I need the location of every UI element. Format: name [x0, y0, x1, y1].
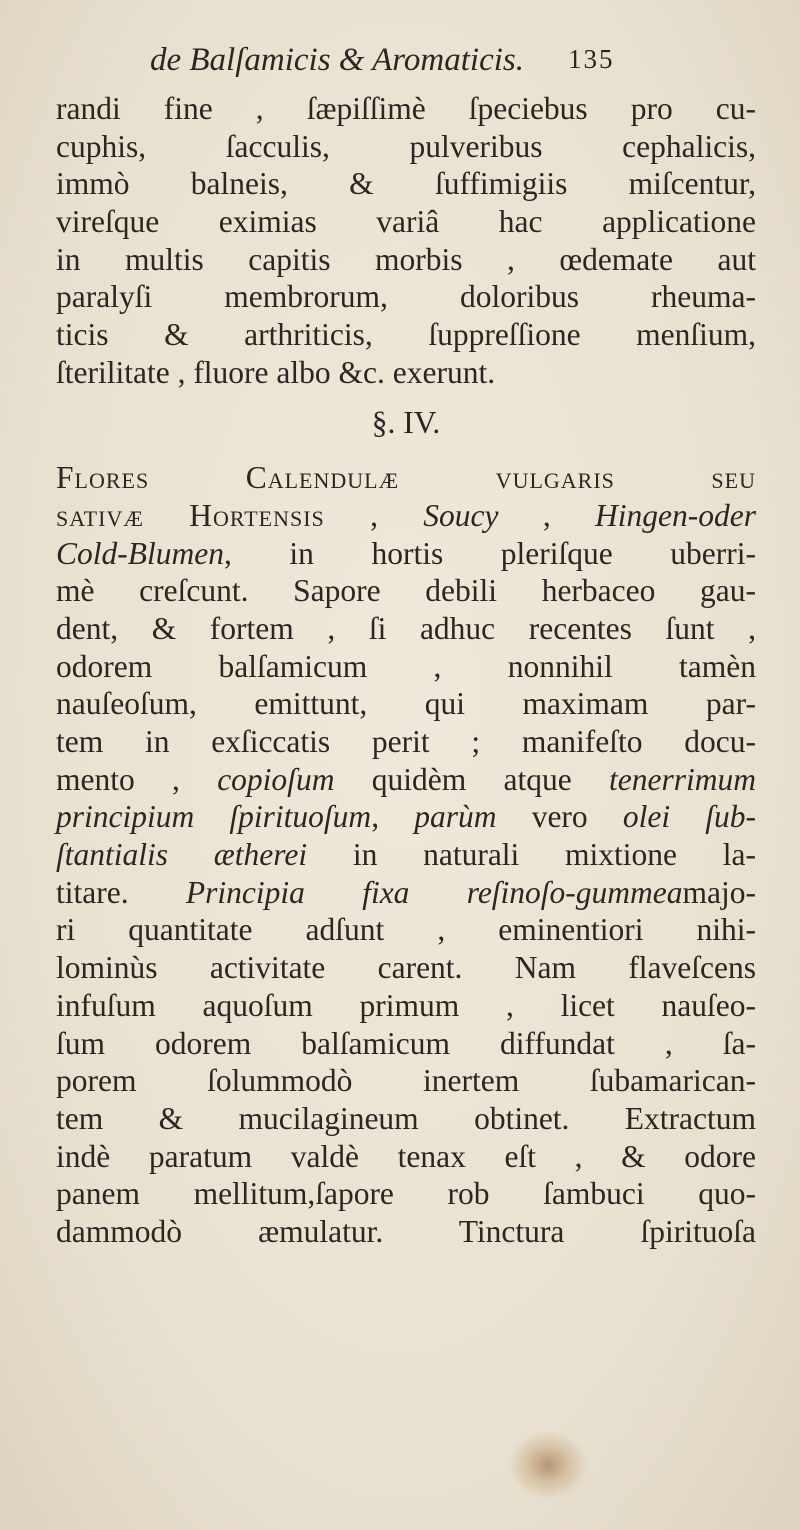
text-line: mè creſcunt. Sapore debili herbaceo gau-: [56, 573, 756, 609]
text-line: ſum odorem balſamicum diffundat , ſa-: [56, 1025, 756, 1061]
text-line: odorem balſamicum , nonnihil tamèn: [56, 648, 756, 684]
text-line: vireſque eximias variâ hac applicatione: [56, 204, 756, 240]
text-line: Cold-Blumen, in hortis pleriſque uberri-: [56, 535, 756, 571]
text-line: principium ſpirituoſum, parùm vero olei ſub-: [56, 799, 757, 835]
body-text: [56, 90, 756, 1251]
text-line: titare. Principia fixa reſinoſo-gummeamajo-: [56, 874, 757, 910]
text-line: infuſum aquoſum primum , licet nauſeo-: [56, 987, 756, 1023]
text-line: dammodò æmulatur. Tinctura ſpirituoſa: [56, 1213, 756, 1249]
text-line: ri quantitate adſunt , eminentiori nihi-: [56, 912, 756, 948]
section-heading: §. IV.: [371, 404, 441, 440]
text-line: tem & mucilagineum obtinet. Extractum: [56, 1100, 756, 1136]
text-line: nauſeoſum, emittunt, qui maximam par-: [56, 686, 756, 722]
text-line: randi fine , ſæpiſſimè ſpeciebus pro cu-: [56, 91, 756, 126]
page-number: 135: [568, 44, 615, 74]
text-line: indè paratum valdè tenax eſt , & odore: [56, 1138, 756, 1174]
text-line: cuphis, ſacculis, pulveribus cephalicis,: [56, 128, 756, 164]
text-line: tem in exſiccatis perit ; manifeſto docu-: [56, 724, 756, 759]
text-line: mento , copioſum quidèm atque tenerrimum: [56, 761, 757, 797]
text-line: paralyſi membrorum, doloribus rheuma-: [56, 279, 756, 315]
text-line: sativæ Hortensis , Soucy , Hingen-oder: [56, 497, 757, 533]
text-line: ſtantialis ætherei in naturali mixtione la-: [56, 837, 757, 873]
text-line: immò balneis, & ſuffimigiis miſcentur,: [56, 166, 756, 202]
paper-stain: [508, 1430, 588, 1500]
text-line: dent, & fortem , ſi adhuc recentes ſunt ,: [56, 610, 756, 646]
text-line: panem mellitum,ſapore rob ſambuci quo-: [56, 1176, 756, 1212]
text-line: ſterilitate , fluore albo &c. exerunt.: [56, 354, 496, 390]
running-title: de Balſamicis & Aromaticis.: [150, 42, 524, 78]
text-line: ticis & arthriticis, ſuppreſſione menſium,: [56, 317, 756, 353]
running-header: [150, 42, 670, 86]
text-line: in multis capitis morbis , œdemate aut: [56, 241, 756, 277]
text-line: lominùs activitate carent. Nam flaveſcens: [56, 950, 756, 986]
text-line: porem ſolummodò inertem ſubamarican-: [56, 1063, 756, 1099]
text-line: Flores Calendulæ vulgaris ſeu: [56, 460, 756, 496]
